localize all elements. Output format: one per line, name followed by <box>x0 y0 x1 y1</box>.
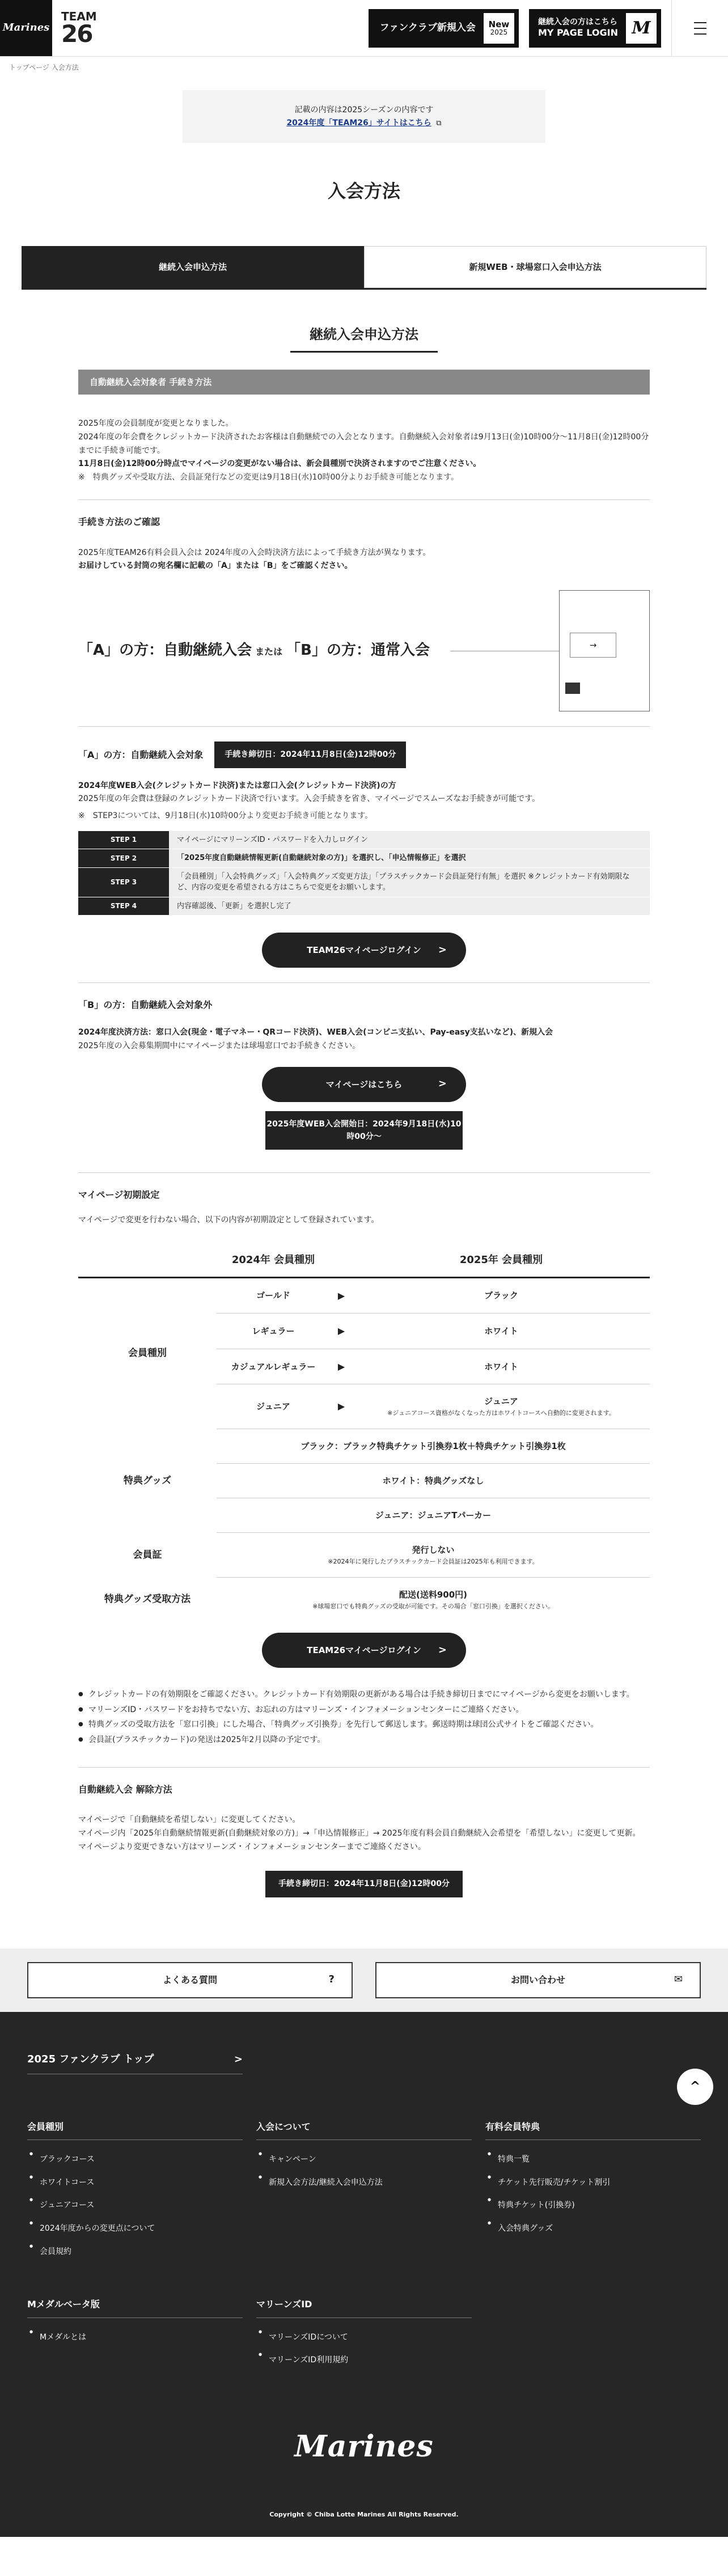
footer-inner <box>27 2052 701 2520</box>
step-label: STEP 3 <box>78 868 169 897</box>
init-heading: マイページ初期設定 <box>78 1189 160 1201</box>
team-number: 26 <box>61 19 92 48</box>
footer-col-title: Mメダルベータ版 <box>27 2297 243 2318</box>
contact-inner <box>27 1962 701 1998</box>
receive-note: ※球場窓口でも特典グッズの受取が可能です。その場合「窓口引換」を選択ください。 <box>312 1602 554 1610</box>
top-link-label: 2025 ファンクラブ トップ <box>27 2053 154 2065</box>
goods-row: ホワイト：特典グッズなし <box>217 1464 650 1498</box>
footer-link[interactable]: ● 会員規約 <box>27 2240 243 2264</box>
faq-label: よくある質問 <box>162 1975 217 1986</box>
breadcrumb[interactable]: トップページ 入会方法 <box>9 63 79 71</box>
goods-row: ジュニア：ジュニアTパーカー <box>217 1498 650 1533</box>
envelope-arrow: → <box>589 640 597 651</box>
to-type: ブラック <box>484 1290 518 1301</box>
check-heading: 手続き方法のご確認 <box>78 516 160 527</box>
divider <box>78 726 650 727</box>
to-type: ジュニア <box>484 1396 518 1407</box>
intro-line: 2025年度の会員制度が変更となりました。 <box>78 418 234 428</box>
web-start-chip: 2025年度WEB入会開始日：2024年9月18日(水)10時00分〜 <box>265 1111 463 1150</box>
step-label: STEP 4 <box>78 897 169 916</box>
intro-note: ※ 特典グッズや受取方法、会員証発行などの変更は9月18日(水)10時00分よりお手続き可能となります。 <box>78 473 459 482</box>
to-type: ホワイト <box>484 1361 518 1372</box>
card-row <box>217 1533 650 1578</box>
mypage-line1: 継続入会の方はこちら <box>537 18 617 27</box>
fanclub-join-button[interactable] <box>369 9 519 48</box>
arrow-right-icon: ▶ <box>337 1325 345 1337</box>
footer-link[interactable]: ● マリーンズIDについて <box>256 2326 472 2349</box>
table-row <box>217 1278 650 1314</box>
list-item: ● 特典グッズの受取方法を「窓口引換」にした場合、「特典グッズ引換券」を先行して郵送します。郵送時期は球団公式サイトをご確認ください。 <box>78 1717 650 1732</box>
footer-columns <box>27 2120 701 2264</box>
join-button-label: ファンクラブ新規入会 <box>379 22 476 33</box>
init-text: マイページで変更を行わない場合、以下の内容が初期設定として登録されています。 <box>78 1215 379 1225</box>
site-footer <box>0 2012 728 2537</box>
footer-col-medal <box>27 2297 243 2372</box>
junior-note: ※ジュニアコース資格がなくなった方はホワイトコースへ自動的に変更されます。 <box>387 1409 615 1417</box>
receive-value: 配送(送料900円) <box>399 1589 468 1600</box>
b-label: 「B」の方：自動継続入会対象外 <box>78 999 213 1011</box>
cancel-line: マイページで「自動継続を希望しない」に変更してください。 <box>78 1815 300 1825</box>
envelope-illustration <box>559 590 650 711</box>
ab-illustration <box>78 590 650 711</box>
footer-link[interactable]: ● キャンペーン <box>256 2148 472 2171</box>
tab-renewal[interactable]: 継続入会申込方法 <box>22 246 364 288</box>
footer-link[interactable]: ● チケット先行販売/チケット割引 <box>485 2171 701 2194</box>
footer-col-join <box>256 2120 472 2264</box>
card-value: 発行しない <box>412 1544 455 1555</box>
login-button-label: TEAM26マイページログイン <box>307 945 421 956</box>
goods-row: ブラック：ブラック特典チケット引換券1枚＋特典チケット引換券1枚 <box>217 1429 650 1464</box>
step-text: 内容確認後、「更新」を選択し完了 <box>169 897 650 916</box>
inquiry-label: お問い合わせ <box>510 1975 565 1986</box>
step-row <box>78 831 650 850</box>
auto-renewal-heading: 自動継続入会対象者 手続き方法 <box>78 370 650 395</box>
mypage-button[interactable] <box>262 1067 466 1102</box>
site-header <box>0 0 728 57</box>
from-type: ゴールド <box>256 1290 290 1301</box>
b-desc: 2025年度の入会募集期間中にマイページまたは球場窓口でお手続きください。 <box>78 1041 361 1050</box>
footer-link[interactable]: ● ブラックコース <box>27 2148 243 2171</box>
mypage-login-text <box>538 17 618 39</box>
member-type-label: 会員種別 <box>128 1348 167 1359</box>
intro-block <box>78 417 650 485</box>
login-button-label: TEAM26マイページログイン <box>307 1645 421 1656</box>
divider <box>78 1767 650 1768</box>
step-text: マイページにマリーンズID・パスワードを入力しログイン <box>169 831 650 849</box>
a-desc: 2025年度の年会費は登録のクレジットカード決済で行います。入会手続きを省き、マイページでスムーズなお手続きが可能です。 <box>78 794 540 804</box>
badge-new: New <box>488 19 510 29</box>
footer-link[interactable]: ● 入会特典グッズ <box>485 2217 701 2240</box>
ab-text <box>78 639 430 663</box>
footer-link[interactable]: ● マリーンズID利用規約 <box>256 2349 472 2372</box>
footer-col-title: 入会について <box>256 2120 472 2141</box>
list-item: ● マリーンズID・パスワードをお持ちでない方、お忘れの方はマリーンズ・インフォメーションセンターにご連絡ください。 <box>78 1702 650 1718</box>
envelope-mark <box>565 683 580 694</box>
divider <box>78 499 650 500</box>
header-2024: 2024年 会員種別 <box>231 1253 315 1266</box>
chevron-right-icon: > <box>438 944 447 956</box>
step-label: STEP 1 <box>78 831 169 849</box>
marines-logo[interactable]: Marines <box>0 0 52 56</box>
step-row <box>78 849 650 868</box>
table-row <box>217 1349 650 1385</box>
list-item: ● クレジットカードの有効期限をご確認ください。クレジットカード有効期限の更新がある場合は手続き締切日までにマイページから変更をお願いします。 <box>78 1687 650 1702</box>
from-type: カジュアルレギュラー <box>231 1361 316 1372</box>
footer-link[interactable]: ● Mメダルとは <box>27 2326 243 2349</box>
to-type: ホワイト <box>484 1325 518 1336</box>
a-desc-bold: 2024年度WEB入会(クレジットカード決済)または窓口入会(クレジットカード決済)の方 <box>78 781 396 790</box>
season-notice <box>183 90 545 143</box>
footer-link[interactable]: ● ジュニアコース <box>27 2194 243 2217</box>
default-settings-table <box>78 1244 650 1621</box>
envelope-window <box>570 633 616 658</box>
chevron-right-icon: > <box>438 1078 447 1090</box>
check-text-bold: お届けしている封筒の宛名欄に記載の「A」または「B」をご確認ください。 <box>78 561 353 571</box>
card-rows <box>217 1533 650 1578</box>
divider <box>78 1172 650 1173</box>
ab-a-text: 「A」の方：自動継続入会 <box>78 642 252 659</box>
check-text: 2025年度TEAM26有料会員入会は 2024年度の入会時決済方法によって手続き方法が異なります。 <box>78 548 431 557</box>
page-top-button[interactable]: ^ <box>677 2069 713 2105</box>
footer-link[interactable]: ● 特典一覧 <box>485 2148 701 2171</box>
header-spacer <box>109 0 369 56</box>
member-type-rows <box>217 1278 650 1429</box>
main-content <box>78 324 650 1897</box>
divider <box>78 982 650 983</box>
from-type: レギュラー <box>252 1325 295 1336</box>
footer-col-id <box>256 2297 472 2372</box>
tab-underline <box>22 288 706 290</box>
step-text: 「2025年度自動継続情報更新(自動継続対象の方)」を選択し、「申込情報修正」を選択 <box>169 849 650 867</box>
arrow-right-icon: ▶ <box>337 1361 345 1372</box>
mail-icon: ✉ <box>674 1973 683 1986</box>
footer-link[interactable]: ● 特典チケット(引換券) <box>485 2194 701 2217</box>
team26-logo[interactable] <box>52 0 109 56</box>
notice-text: 記載の内容は2025シーズンの内容です <box>294 105 434 115</box>
card-note: ※2024年に発行したプラスチックカード会員証は2025年も利用できます。 <box>328 1557 539 1565</box>
step-row <box>78 897 650 916</box>
page-title: 入会方法 <box>327 180 400 202</box>
ab-b-text: 「B」の方：通常入会 <box>286 642 430 659</box>
faq-button[interactable] <box>27 1962 353 1998</box>
a-note: ※ STEP3については、9月18日(水)10時00分より変更お手続き可能となります。 <box>78 811 373 821</box>
footer-top-link[interactable] <box>27 2052 243 2074</box>
steps-list <box>78 831 650 916</box>
renewal-title: 継続入会申込方法 <box>310 326 418 342</box>
footer-link[interactable]: ● 2024年度からの変更点について <box>27 2217 243 2240</box>
table-row <box>217 1384 650 1429</box>
footer-col-benefits <box>485 2120 701 2264</box>
goods-group <box>78 1429 650 1533</box>
card-group <box>78 1533 650 1578</box>
a-heading-row <box>78 742 650 768</box>
step-row <box>78 868 650 897</box>
intro-warning: 11月8日(金)12時00分時点でマイページの変更がない場合は、新会員種別で決済されますのでご注意ください。 <box>78 459 481 469</box>
card-label: 会員証 <box>133 1549 162 1561</box>
notes-list <box>78 1687 650 1747</box>
footer-link[interactable]: ● 新規入会方法/継続入会申込方法 <box>256 2171 472 2194</box>
cancel-deadline-chip: 手続き締切日：2024年11月8日(金)12時00分 <box>265 1871 463 1897</box>
badge-year: 2025 <box>490 28 508 37</box>
table-header <box>78 1244 650 1278</box>
cancel-line: マイページ内「2025年自動継続情報更新(自動継続対象の方)」→「申込情報修正」→ 2025年度有料会員自動継続入会希望を「希望しない」に変更して更新。 <box>78 1828 641 1838</box>
receive-label: 特典グッズ受取方法 <box>104 1593 191 1605</box>
step-label: STEP 2 <box>78 849 169 867</box>
from-type: ジュニア <box>256 1401 290 1412</box>
mypage-line2: MY PAGE LOGIN <box>537 27 618 39</box>
prev-season-link[interactable]: 2024年度「TEAM26」サイトはこちら <box>286 118 431 128</box>
footer-col-title: 有料会員特典 <box>485 2120 701 2141</box>
copyright: Copyright © Chiba Lotte Marines All Rights Reserved. <box>269 2511 459 2519</box>
footer-col-member <box>27 2120 243 2264</box>
a-deadline-chip: 手続き締切日：2024年11月8日(金)12時00分 <box>214 742 406 768</box>
tab-bar <box>22 246 706 288</box>
contact-band <box>0 1948 728 2012</box>
goods-label: 特典グッズ <box>123 1475 172 1486</box>
footer-col-title: 会員種別 <box>27 2120 243 2141</box>
step-text: 「会員種別」「入会特典グッズ」「入会特典グッズ変更方法」「プラスチックカード会員証発行有無」を選択 ※クレジットカード有効期限など、内容の変更を希望される方はこちらで変更をお願いします。 <box>169 868 650 897</box>
a-label: 「A」の方：自動継続入会対象 <box>78 749 204 760</box>
header-2025: 2025年 会員種別 <box>459 1253 543 1266</box>
chevron-right-icon: > <box>438 1643 447 1656</box>
receive-group <box>78 1578 650 1622</box>
arrow-right-icon: ▶ <box>337 1290 345 1301</box>
external-link-icon: ⧉ <box>436 118 442 128</box>
footer-col-title: マリーンズID <box>256 2297 472 2318</box>
team-label: TEAM <box>61 9 97 23</box>
tab-new-join[interactable]: 新規WEB・球場窓口入会申込方法 <box>364 246 706 288</box>
m-logo-icon: M <box>626 13 657 44</box>
cancel-line: マイページより変更できない方はマリーンズ・インフォメーションセンターまでご連絡ください。 <box>78 1842 426 1852</box>
inquiry-button[interactable] <box>375 1962 701 1998</box>
title-underline <box>290 351 438 353</box>
to-type-cell <box>353 1395 650 1418</box>
hamburger-menu-icon[interactable] <box>671 0 728 56</box>
receive-row <box>217 1578 650 1622</box>
member-type-group <box>78 1278 650 1429</box>
goods-rows <box>217 1429 650 1533</box>
intro-line: 2024年度の年会費をクレジットカード決済されたお客様は自動継続での入会となります。自動継続入会対象者は9月13日(金)10時00分〜11月8日(金)12時00分までに手続き可能です。 <box>78 432 649 455</box>
b-desc-bold: 2024年度決済方法：窓口入会(現金・電子マネー・QRコード決済)、WEB入会(コンビニ支払い、Pay-easy支払いなど)、新規入会 <box>78 1028 553 1037</box>
team26-login-button[interactable] <box>262 933 466 968</box>
question-icon: ? <box>328 1973 335 1986</box>
ab-or: または <box>255 646 283 658</box>
chevron-right-icon: > <box>234 2053 243 2065</box>
mypage-button-label: マイページはこちら <box>325 1079 403 1090</box>
list-item: ● 会員証(プラスチックカード)の発送は2025年2月以降の予定です。 <box>78 1732 650 1748</box>
footer-link[interactable]: ● ホワイトコース <box>27 2171 243 2194</box>
table-row <box>217 1314 650 1349</box>
arrow-right-icon: ▶ <box>337 1401 345 1412</box>
footer-columns-2 <box>27 2297 701 2372</box>
new-badge <box>484 13 514 44</box>
receive-rows <box>217 1578 650 1622</box>
mypage-login-button[interactable] <box>529 9 661 48</box>
team26-login-button-2[interactable] <box>262 1633 466 1668</box>
footer-marines-logo[interactable]: Marines <box>294 2429 434 2464</box>
cancel-heading: 自動継続入会 解除方法 <box>78 1783 172 1795</box>
